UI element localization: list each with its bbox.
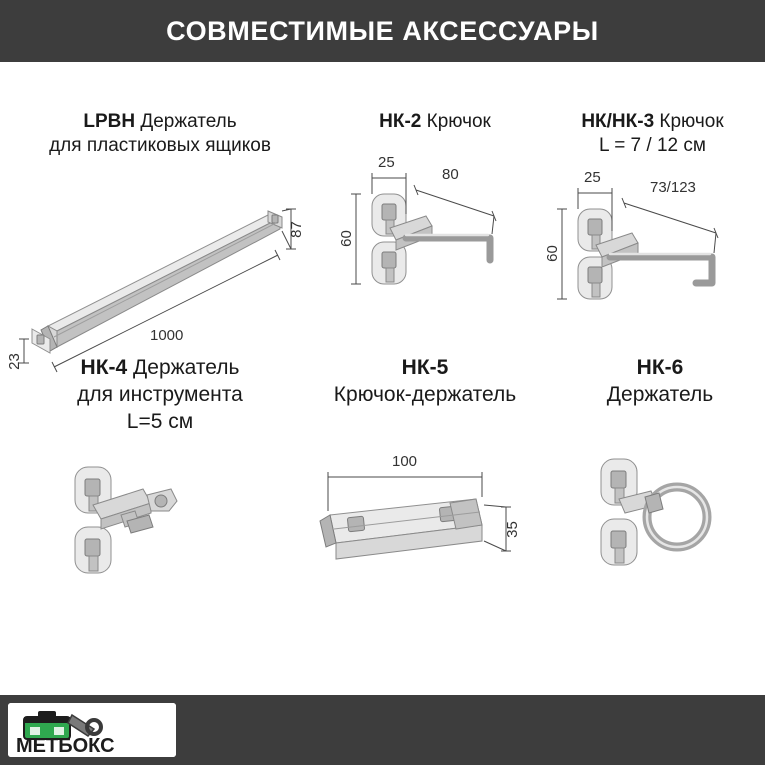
accessory-figure-nk3 [540, 168, 765, 371]
accessory-code: LPBH [83, 111, 136, 132]
dimension-label-25: 25 [584, 168, 601, 186]
nk6-drawing [555, 447, 765, 622]
accessory-card-nk3 [540, 110, 765, 371]
dimension-label-73-123: 73/123 [650, 178, 696, 196]
accessory-name-line2: для инструмента [77, 382, 243, 406]
accessory-caption [540, 110, 765, 159]
nk2-drawing [330, 156, 540, 346]
dimension-label-60: 60 [543, 244, 561, 262]
accessory-code: НК-6 [636, 356, 684, 379]
accessory-name-line1: Держатель [140, 111, 237, 132]
accessory-card-nk6 [555, 355, 765, 627]
accessory-card-lpbh [5, 110, 310, 371]
accessory-name-line1: Крючок-держатель [333, 382, 517, 406]
accessory-name-line1: Крючок [659, 111, 724, 132]
dimension-label-23: 23 [5, 352, 23, 370]
accessory-figure-lpbh [5, 171, 310, 371]
accessory-name-line2: для пластиковых ящиков [49, 135, 271, 157]
accessory-code: НК-4 [80, 356, 128, 379]
accessory-card-nk5 [300, 355, 550, 635]
dimension-label-25: 25 [378, 154, 395, 172]
metbox-logo-mark [8, 703, 176, 757]
accessories-grid [0, 65, 765, 695]
accessory-name-line1: Держатель [606, 382, 714, 406]
brand-logo [8, 703, 176, 757]
accessory-caption [330, 110, 540, 134]
accessory-caption [10, 355, 310, 436]
accessory-figure-nk4 [10, 454, 310, 624]
accessory-name-line1: Крючок [426, 111, 491, 132]
dimension-label-1000: 1000 [150, 326, 184, 344]
dimension-label-60: 60 [337, 230, 355, 248]
accessory-figure-nk6 [555, 447, 765, 627]
accessory-code: НК-5 [401, 356, 449, 379]
dimension-label-80: 80 [442, 166, 459, 184]
header-bar [0, 0, 765, 62]
accessory-caption [10, 110, 310, 159]
dimension-label-35: 35 [503, 520, 521, 538]
accessory-length-note: L=5 см [126, 409, 194, 433]
accessory-code: НК/НК-3 [581, 111, 655, 132]
accessory-card-nk2 [330, 110, 540, 356]
accessory-figure-nk5 [300, 452, 550, 635]
nk3-drawing [540, 168, 765, 361]
accessory-name-line1: Держатель [133, 356, 240, 379]
accessory-caption [300, 355, 550, 409]
nk5-drawing [300, 452, 550, 630]
brand-logo-text: МЕТБОКС [16, 735, 115, 757]
accessory-code: НК-2 [379, 111, 422, 132]
accessory-length-note: L = 7 / 12 см [599, 135, 706, 157]
dimension-label-100: 100 [392, 452, 418, 470]
page-title: СОВМЕСТИМЫЕ АКСЕССУАРЫ [166, 15, 599, 46]
footer-bar [0, 695, 765, 765]
accessory-card-nk4 [10, 355, 310, 624]
accessory-caption [555, 355, 765, 409]
dimension-label-87: 87 [287, 220, 305, 238]
nk4-drawing [10, 454, 310, 624]
accessory-figure-nk2 [330, 156, 540, 356]
